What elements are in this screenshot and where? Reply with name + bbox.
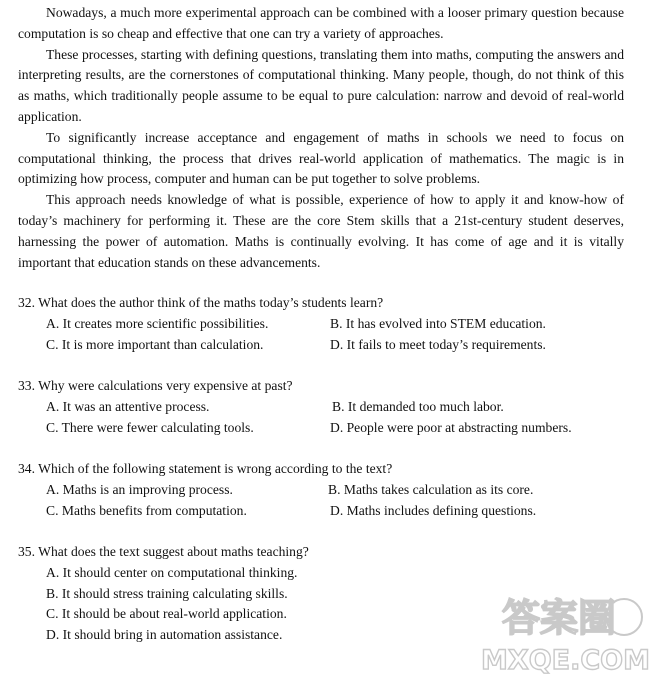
watermark-logo [464,581,654,677]
option-d: D. It fails to meet today’s requirements. [330,336,546,352]
watermark-bottom-text: MXQE.COM [481,645,650,676]
question-stem: 32. What does the author think of the maths today’s students learn? [18,295,384,310]
option-d: D. People were poor at abstracting numbers. [330,419,572,435]
option-a: A. It was an attentive process. [46,398,210,414]
passage-paragraph: Nowadays, a much more experimental approach can be combined with a looser primary question because computation is so cheap and effective that one can try a variety of approaches. [18,5,624,41]
option-b: B. It should stress training calculating skills. [46,585,288,601]
option-c: C. It should be about real-world application. [46,606,287,622]
option-a: A. Maths is an improving process. [46,481,233,497]
option-a: A. It creates more scientific possibilities. [46,315,269,331]
passage-paragraph: This approach needs knowledge of what is possible, experience of how to apply it and know-how of today’s machinery for performing it. These are the core Stem skills that a 21st-century student deserves, harnessing the power of automation. Maths is continually evolving. It has come of age and it is vitally important that education stands on these advancements. [18,192,624,270]
answer-options [18,397,638,439]
reading-passage [18,3,624,273]
question-stem: 33. Why were calculations very expensive at past? [18,378,293,393]
option-c: C. Maths benefits from computation. [46,502,247,518]
option-d: D. It should bring in automation assistance. [46,627,283,643]
question-32 [18,293,638,355]
watermark-top-text: 答案圈 [501,596,616,640]
question-stem: 34. Which of the following statement is wrong according to the text? [18,461,393,476]
option-b: B. Maths takes calculation as its core. [328,481,534,497]
question-stem: 35. What does the text suggest about maths teaching? [18,544,309,559]
option-a: A. It should center on computational thinking. [46,564,298,580]
passage-paragraph: These processes, starting with defining questions, translating them into maths, computing the answers and interpreting results, are the cornerstones of computational thinking. Many people, though, do not think of this as maths, which traditionally people assume to be equal to pure calculation: narrow and devoid of real-world application. [18,46,624,124]
option-b: B. It has evolved into STEM education. [330,315,546,331]
answer-options [18,314,638,356]
question-33 [18,376,638,438]
answer-options [18,480,638,522]
option-d: D. Maths includes defining questions. [330,502,537,518]
question-34 [18,459,638,521]
option-c: C. It is more important than calculation. [46,336,264,352]
option-b: B. It demanded too much labor. [332,398,504,414]
option-c: C. There were fewer calculating tools. [46,419,254,435]
passage-paragraph: To significantly increase acceptance and engagement of maths in schools we need to focus on computational thinking, the process that drives real-world application of mathematics. The magic is in optimizing how process, computer and human can be put together to solve problems. [18,129,624,187]
